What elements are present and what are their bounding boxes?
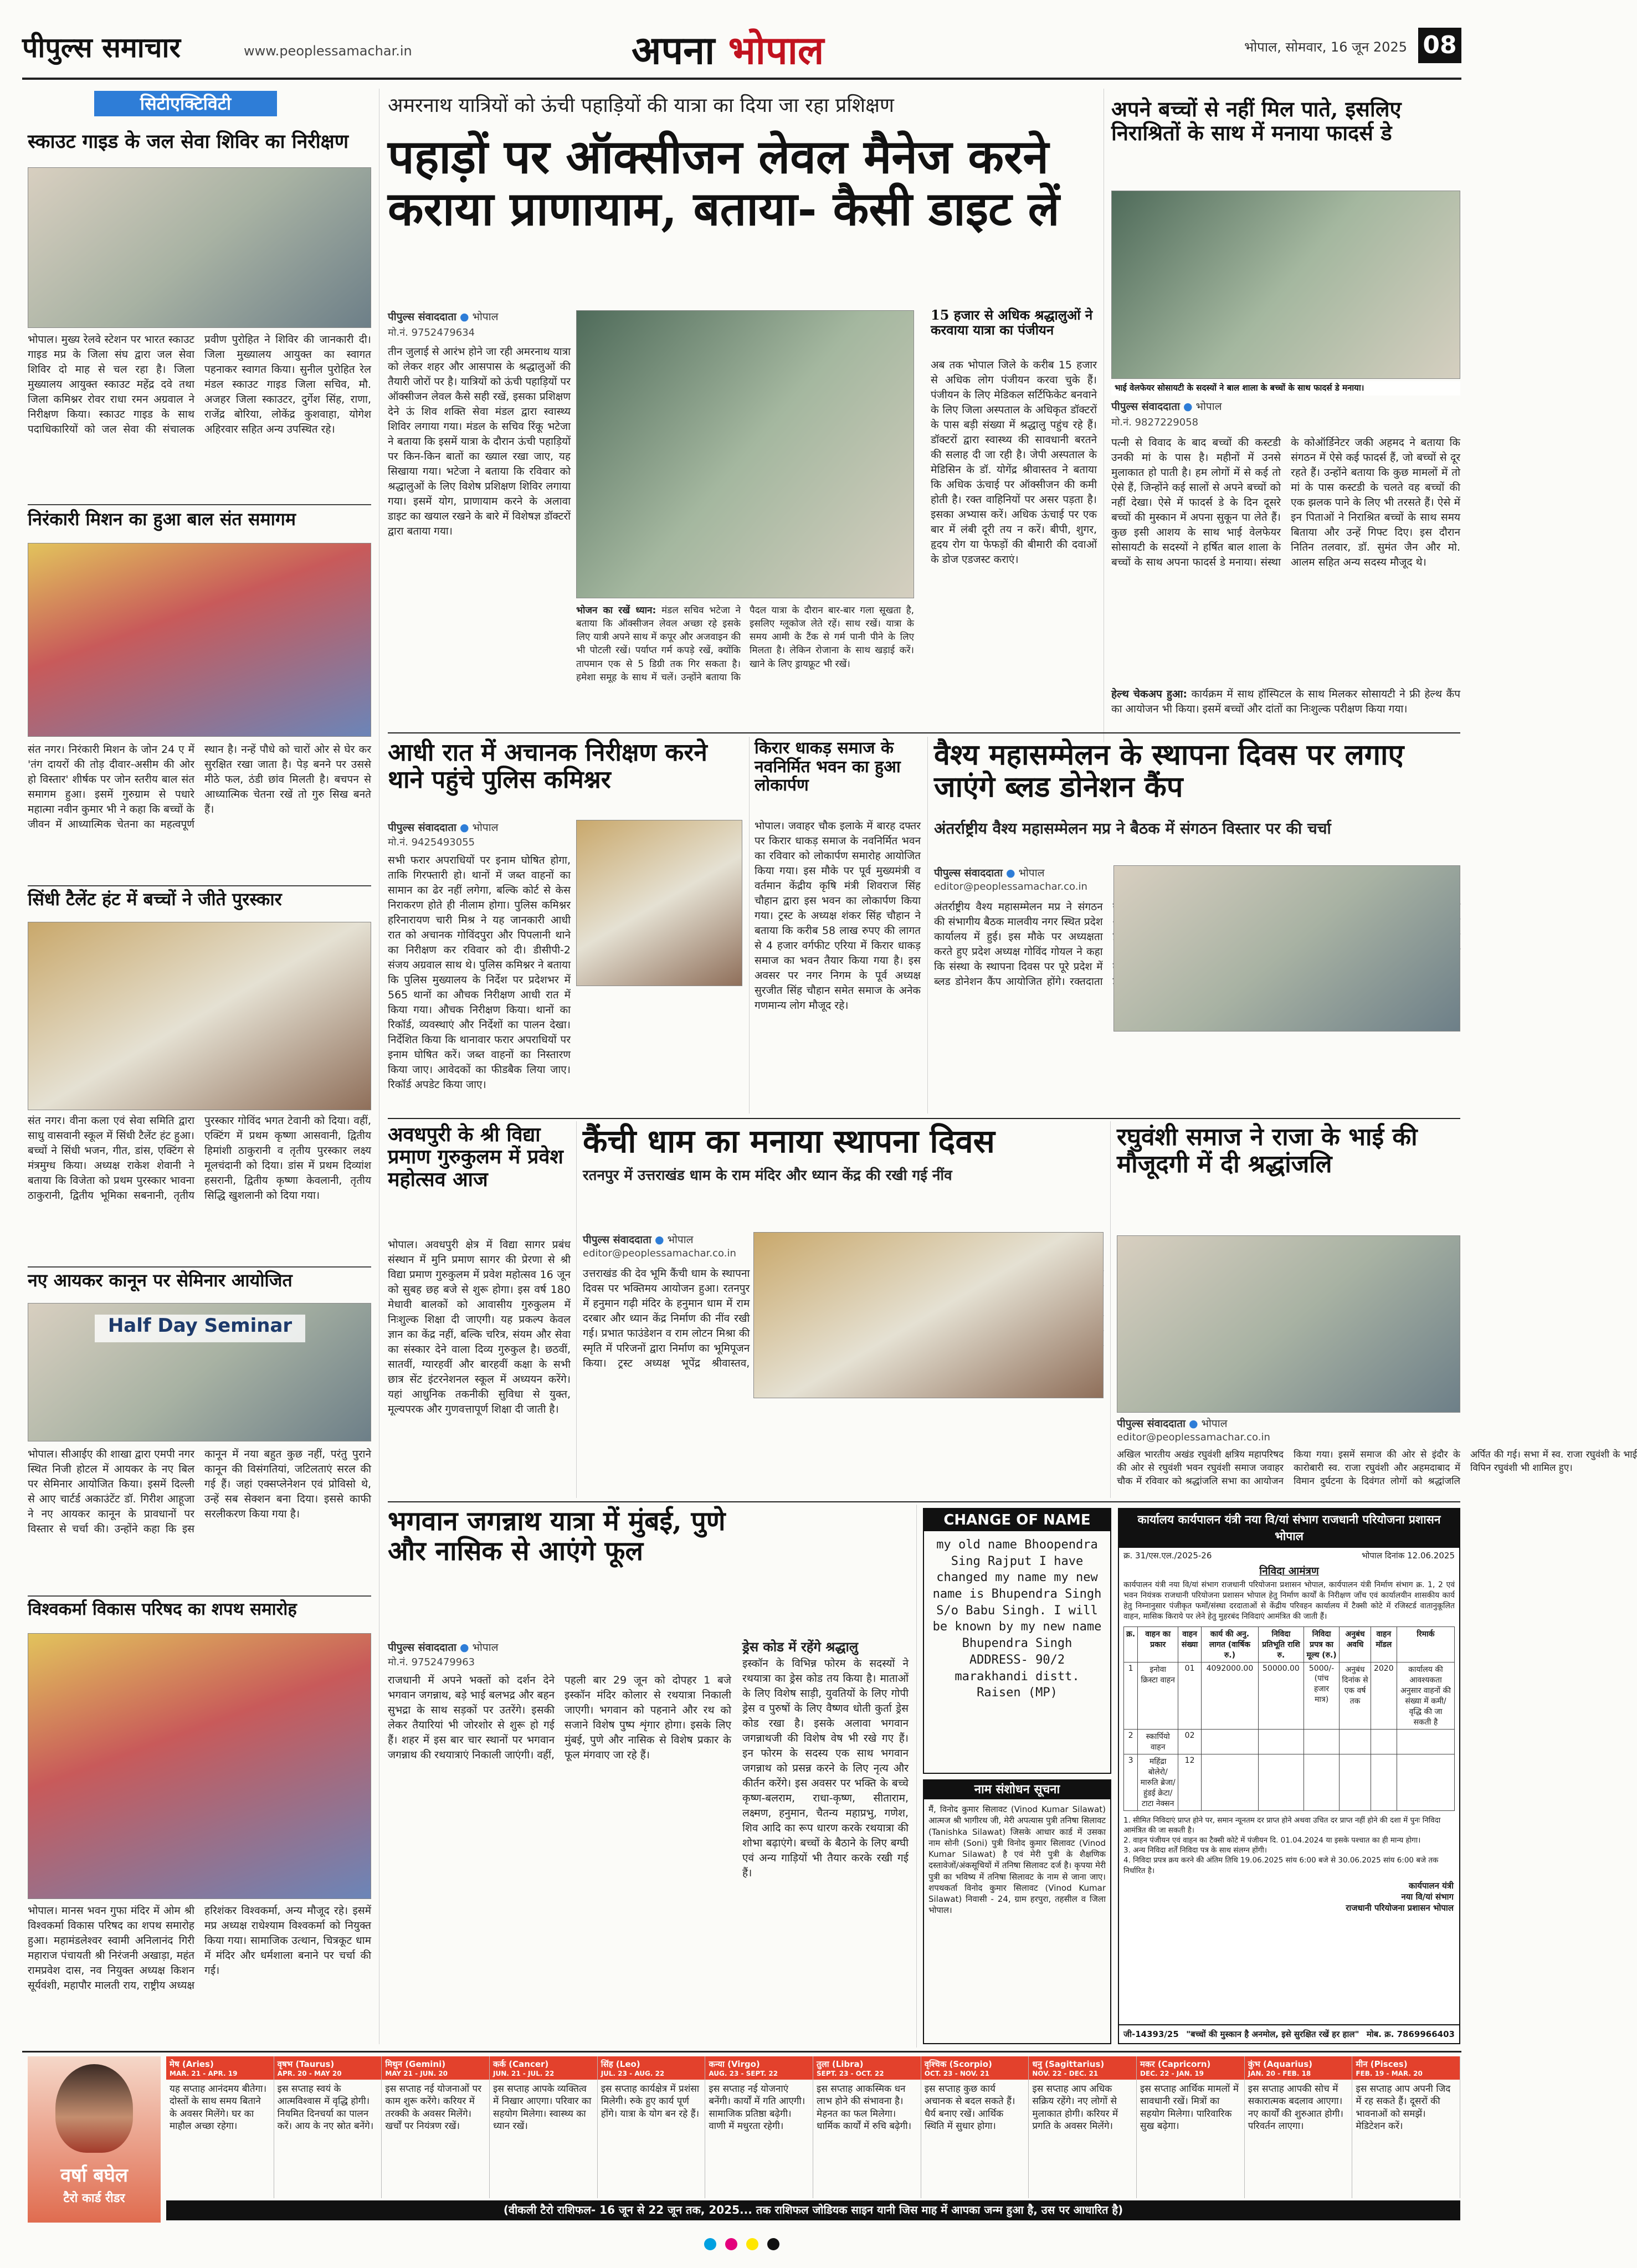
horoscope-reader xyxy=(28,2056,161,2223)
change-of-name-heading: CHANGE OF NAME xyxy=(924,1509,1110,1531)
tender-cell: स्कार्पियो वाहन xyxy=(1138,1729,1178,1754)
byline-name: पीपुल्स संवाददाता xyxy=(388,1641,456,1654)
sign-header xyxy=(166,2056,274,2080)
seminar-headline: नए आयकर कानून पर सेमिनार आयोजित xyxy=(28,1270,292,1291)
issue-date: भोपाल, सोमवार, 16 जून 2025 xyxy=(1244,39,1407,55)
sign-dates: JUL. 23 - AUG. 22 xyxy=(601,2070,665,2077)
tender-cell: अनुबंध दिनांक से एक वर्ष तक xyxy=(1340,1662,1371,1729)
sub-title: ड्रेस कोड में रहेंगे श्रद्धालु xyxy=(742,1639,859,1655)
sign-dates: FEB. 19 - MAR. 20 xyxy=(1356,2070,1423,2077)
scout-headline: स्काउट गाइड के जल सेवा शिविर का निरीक्षण xyxy=(28,130,349,153)
tender-col-header: कार्य की अनु. लागत (वार्षिक रु.) xyxy=(1201,1626,1258,1662)
school-body: भोपाल। अवधपुरी क्षेत्र में विद्या सागर प्रबंध संस्थान में मुनि प्रमाण सागर की प्रेरणा से श्री विद्या प्रमाण गुरुकुलम में प्रवेश महोत्सव 16 जून को सुबह छह बजे से शुरू होगा। इस वर्ष 180 मेधावी बालकों को आवासीय गुरुकुलम में निःशुल्क शिक्षा दी जाएगी। यह प्रकल्प केवल ज्ञान का केंद्र नहीं, बल्कि चरित्र, संयम और सेवा का संस्कार देने वाला दिव्य गुरुकुल है। छठवीं, सातवीं, ग्यारहवीं और बारहवीं कक्षा के सभी छात्र सेंट इंटरनेशनल स्कूल में अध्ययन करेंगे। यहां आधुनिक तकनीकी सुविधा से युक्त, मूल्यपरक और गुणवत्तापूर्ण शिक्षा दी जाती है। xyxy=(388,1239,571,1415)
sign-text: इस सप्ताह आकस्मिक धन लाभ होने की संभावना है। मेहनत का फल मिलेगा। धार्मिक कार्यों में रुचि बढ़ेगी। xyxy=(817,2084,912,2132)
divider xyxy=(28,885,371,886)
vishwakarma-body: भोपाल। मानस भवन गुफा मंदिर में ओम श्री विश्वकर्मा विकास परिषद का शपथ समारोह हुआ। महामंडलेश्वर स्वामी अनिलानंद गिरी महाराज पंचायती श्री निरंजनी अखाड़ा, महंत रामप्रवेश दास, नव नियुक्त अध्यक्ष किशन सूर्यवंशी, महापौर मालती राय, राष्ट्रीय अध्यक्ष हरिशंकर विश्वकर्मा, अन्य मौजूद रहे। इसमें मप्र अध्यक्ष राधेश्याम विश्वकर्मा को नियुक्त किया गया। सामाजिक उत्थान, चित्रकूट धाम में मंदिर और धर्मशाला बनाने पर चर्चा की गई। xyxy=(28,1905,371,1992)
raghuvanshi-body: अखिल भारतीय अखंड रघुवंशी क्षत्रिय महापरिषद की ओर से रघुवंशी भवन रघुवंशी समाज जवाहर चौक में रविवार को श्रद्धांजलि सभा का आयोजन किया गया। इसमें समाज की ओर से इंदौर के कारोबारी स्व. राजा रघुवंशी और अहमदाबाद में विमान दुर्घटना के दिवंगत लोगों को श्रद्धांजलि अर्पित की गई। सभा में स्व. राजा रघुवंशी के भाई विपिन रघुवंशी भी शामिल हुए। xyxy=(1117,1449,1637,1487)
fathersday-headline: अपने बच्चों से नहीं मिल पाते, इसलिए निराश्रितों के साथ में मनाया फादर्स डे xyxy=(1111,96,1402,145)
police-byline: पीपुल्स संवाददाता ● भोपाल xyxy=(388,822,499,834)
tender-note: 1. सीमित निविदाएं प्राप्त होने पर, समान न्यूनतम दर प्राप्त होने अथवा उचित दर प्राप्त नहीं होने की दशा में पुनः निविदा आमंत्रित की जा सकती है। xyxy=(1123,1815,1441,1835)
jagannath-subsection xyxy=(742,1638,909,2044)
vaishya-body: अंतर्राष्ट्रीय वैश्य महासम्मेलन मप्र ने संगठन की संभागीय बैठक मालवीय नगर स्थित प्रदेश कार्यालय में हुई। इस मौके पर अध्यक्षता करते हुए प्रदेश अध्यक्ष गोविंद गोयल ने कहा कि संस्था के स्थापना दिवस पर पूरे प्रदेश में ब्लड डोनेशन कैंप आयोजित होंगे। रक्तदाता xyxy=(934,901,1103,988)
sign-header xyxy=(921,2056,1029,2080)
sign-name: मेष (Aries) xyxy=(170,2059,214,2069)
sign-name: मिथुन (Gemini) xyxy=(385,2059,446,2069)
tender-row xyxy=(1124,1662,1455,1729)
tender-cell: 1 xyxy=(1124,1662,1138,1729)
seminar-banner-text: Half Day Seminar xyxy=(95,1315,305,1342)
tender-cell: कार्यालय की आवश्यकता अनुसार वाहनों की संख्या में कमी/वृद्धि की जा सकती है xyxy=(1397,1662,1454,1729)
kainchi-byline: पीपुल्स संवाददाता ● भोपाल xyxy=(583,1234,694,1246)
sign-dates: MAY 21 - JUN. 20 xyxy=(385,2070,448,2077)
section-title xyxy=(632,22,920,71)
tender-cell: 3 xyxy=(1124,1754,1138,1810)
tender-cell: महिंद्रा बोलेरो/मारुति ब्रेजा/हुंडई क्रेटा/टाटा नेक्सन xyxy=(1138,1754,1178,1810)
byline-name: पीपुल्स संवाददाता xyxy=(388,822,456,834)
vishwakarma-headline: विश्वकर्मा विकास परिषद का शपथ समारोह xyxy=(28,1599,297,1619)
sign-header xyxy=(490,2056,597,2080)
horoscope-sign xyxy=(1245,2056,1353,2198)
sign-name: कुंभ (Aquarius) xyxy=(1248,2059,1313,2069)
tender-cell xyxy=(1201,1754,1258,1810)
registration-marks xyxy=(22,2238,1461,2255)
jagannath-mobile: मो.नं. 9752479963 xyxy=(388,1656,475,1668)
sign-name: धनु (Sagittarius) xyxy=(1032,2059,1105,2069)
sign-text: इस सप्ताह आपके व्यक्तित्व में निखार आएगा। परिवार का सहयोग मिलेगा। स्वास्थ्य का ध्यान रखें। xyxy=(493,2084,592,2132)
sign-text: इस सप्ताह कार्यक्षेत्र में प्रशंसा मिलेगी। रुके हुए कार्य पूर्ण होंगे। यात्रा के योग बन रहे हैं। xyxy=(601,2084,700,2120)
jagannath-body: राजधानी में अपने भक्तों को दर्शन देने भगवान जगन्नाथ, बड़े भाई बलभद्र और बहन सुभद्रा के साथ सड़कों पर उतरेंगे। इसकी लेकर तैयारियां भी जोरशोर से शुरू हो गई हैं। शहर में इस बार चार स्थानों पर भगवान जगन्नाथ की रथयात्राएं निकाली जाएंगी। वहीं, पहली बार 29 जून को दोपहर 1 बजे इस्कॉन मंदिर कोलार से रथयात्रा निकाली जाएगी। भगवान को पहनाने और रथ को सजाने विशेष पुष्प शृंगार होगा। इसके लिए मुंबई, पुणे और नासिक से विशेष प्रकार के फूल मंगवाए जा रहे हैं। xyxy=(388,1674,731,1761)
tender-cell xyxy=(1340,1754,1371,1810)
scout-photo xyxy=(28,167,371,328)
byline-place: भोपाल xyxy=(472,822,499,834)
tender-ref: क्र. 31/एस.एल./2025-26 xyxy=(1123,1551,1212,1561)
jagannath-byline: पीपुल्स संवाददाता ● भोपाल xyxy=(388,1641,499,1654)
sign-header xyxy=(1137,2056,1244,2080)
sign-name: कर्क (Cancer) xyxy=(493,2059,549,2069)
lead-headline: पहाड़ों पर ऑक्सीजन लेवल मैनेज करने कराया प्राणायाम, बताया- कैसी डाइट लें xyxy=(388,129,1060,237)
raghuvanshi-photo xyxy=(1117,1235,1460,1413)
reader-name: वर्षा बघेल xyxy=(60,2164,128,2187)
lead-photo-caption xyxy=(576,604,914,727)
column-divider xyxy=(576,1121,577,1498)
signer-line3: राजधानी परियोजना प्रशासन भोपाल xyxy=(1346,1903,1454,1913)
nirankari-headline: निरंकारी मिशन का हुआ बाल संत समागम xyxy=(28,509,296,530)
vaishya-headline: वैश्य महासम्मेलन के स्थापना दिवस पर लगाए जाएंगे ब्लड डोनेशन कैंप xyxy=(934,738,1404,804)
section-rule xyxy=(388,1118,1460,1119)
sign-text: इस सप्ताह आर्थिक मामलों में सावधानी रखें। मित्रों का सहयोग मिलेगा। पारिवारिक सुख बढ़ेगा। xyxy=(1140,2084,1239,2132)
byline-name: पीपुल्स संवाददाता xyxy=(388,311,456,323)
vishwakarma-photo xyxy=(28,1633,371,1899)
sign-header xyxy=(382,2056,489,2080)
reader-avatar xyxy=(55,2064,133,2153)
name-correction-text: मैं, विनोद कुमार सिलावट (Vinod Kumar Silawat) आत्मज श्री भागीरथ जी, मेरी अपत्यास पुत्री तनिषा सिलावट (Tanishka Silawat) जिसके आधार कार्ड में उसका नाम सोनी (Soni) पुत्री विनोद कुमार सिलावट (Vinod Kumar Silawat) है एवं मेरी पुत्री के शैक्षणिक दस्तावेजों/अंकसूचियों में तनिषा सिलावट दर्ज है। कृपया मेरी पुत्री का भविष्य में तनिषा सिलावट के नाम से जाना जाए। शपथकर्ता विनोद कुमार सिलावट (Vinod Kumar Silawat) निवासी - 24, ग्राम हरपुरा, तहसील व जिला भोपाल। xyxy=(928,1804,1106,1916)
divider xyxy=(28,504,371,505)
sign-header xyxy=(1245,2056,1352,2080)
sign-dates: MAR. 21 - APR. 19 xyxy=(170,2070,238,2077)
seminar-photo xyxy=(28,1303,371,1441)
horoscope-sign xyxy=(705,2056,813,2198)
byline-place: भोपाल xyxy=(1201,1418,1228,1430)
tender-cell: 01 xyxy=(1178,1662,1202,1729)
tender-cell: 50000.00 xyxy=(1258,1662,1304,1729)
byline-place: भोपाल xyxy=(1195,401,1222,413)
nirankari-body: संत नगर। निरंकारी मिशन के जोन 24 ए में 'तंग दायरों की तोड़ दीवार-असीम की ओर हो विस्तार' शीर्षक पर जोन स्तरीय बाल संत समागम हुआ। इसमें गुरुग्राम से पधारे महात्मा नवीन कुमार भी ने कहा कि बच्चों के जीवन में आध्यात्मिक चेतना का महत्वपूर्ण स्थान है। नन्हें पौधे को चारों ओर से घेर कर सुरक्षित रखा जाता है। पेड़ बनने पर उससे मीठे फल, ठंडी छांव मिलती है। बचपन से आध्यात्मिक चेतना रखें तो गुरु सिख बनते हैं। xyxy=(28,743,371,830)
lead-kicker: अमरनाथ यात्रियों को ऊंची पहाड़ियों की यात्रा का दिया जा रहा प्रशिक्षण xyxy=(388,94,894,117)
tender-cell xyxy=(1397,1754,1454,1810)
byline-place: भोपाल xyxy=(1018,867,1045,879)
byline-place: भोपाल xyxy=(472,311,499,323)
byline-place: भोपाल xyxy=(472,1641,499,1654)
horoscope-sign xyxy=(598,2056,706,2198)
tender-table xyxy=(1123,1626,1455,1811)
change-of-name-ad xyxy=(923,1508,1111,1774)
name-correction-ad xyxy=(923,1779,1111,2044)
tender-date: भोपाल दिनांक 12.06.2025 xyxy=(1361,1551,1455,1561)
tender-intro: कार्यपालन यंत्री नया वि/यां संभाग राजधानी परियोजना प्रशासन भोपाल, कार्यपालन यंत्री निर्माण संभाग क्र. 1, 2 एवं भवन नियंत्रक राजधानी परियोजना प्रशासन भोपाल हेतु निर्माण कार्यों के निरीक्षण जाँच एवं कार्यालयीन शासकीय कार्य हेतु निम्नानुसार पंजीकृत फर्मों/संस्था दरदाताओं से केंद्रीय परिवहन कार्यालय में टैक्सी कोटे में रजिस्टर्ड वातानुकूलित वाहन, मासिक किराये पर लेने हेतु मुहरबंद निविदाएं आमंत्रित की जाती हैं। xyxy=(1123,1581,1455,1621)
sign-dates: SEPT. 23 - OCT. 22 xyxy=(817,2070,884,2077)
tender-cell xyxy=(1371,1754,1397,1810)
sub-text: कार्यक्रम में साथ हॉस्पिटल के साथ मिलकर सोसायटी ने फ्री हेल्थ कैंप का आयोजन भी किया। इसमें बच्चों और दांतों का निःशुल्क परीक्षण किया गया। xyxy=(1111,688,1460,715)
horoscope-sign xyxy=(490,2056,598,2198)
lead-side-body: अब तक भोपाल जिले के करीब 15 हजार से अधिक लोग पंजीयन करवा चुके हैं। पंजीयन के लिए मेडिकल सर्टिफिकेट बनवाने के लिए जिला अस्पताल के अधिकृत डॉक्टरों के पास बड़ी संख्या में श्रद्धालु पहुंच रहे हैं। डॉक्टरों द्वारा स्वास्थ्य की सावधानी बरतने की सलाह दी जा रही है। जेपी अस्पताल के मेडिसिन के डॉ. योगेंद्र श्रीवास्तव ने बताया कि अधिक ऊंचाई पर ऑक्सीजन की कमी होती है। रक्त वाहिनियों पर असर पड़ता है। इसका अभ्यास करें। अधिक ऊंचाई पर एक बार में लंबी दूरी तय न करें। बीपी, शुगर, हृदय रोग या फेफड़ों की बीमारी की दवाओं के डोज एडजस्ट कराएं। xyxy=(931,359,1097,566)
sign-text: यह सप्ताह आनंदमय बीतेगा। दोस्तों के साथ समय बिताने के अवसर मिलेंगे। घर का माहौल अच्छा रहेगा। xyxy=(170,2084,267,2132)
byline-name: पीपुल्स संवाददाता xyxy=(934,867,1003,879)
vaishya-email: editor@peoplessamachar.co.in xyxy=(934,881,1087,892)
column-divider xyxy=(916,1505,917,2048)
page-number: 08 xyxy=(1418,28,1461,63)
sign-dates: APR. 20 - MAY 20 xyxy=(277,2070,342,2077)
fathersday-photo xyxy=(1111,191,1460,379)
sub-text: इस्कॉन के विभिन्न फोरम के सदस्यों ने रथयात्रा का ड्रेस कोड तय किया है। माताओं के लिए विशेष साड़ी, युवतियों के लिए गोपी ड्रेस व पुरुषों के लिए वैष्णव धोती कुर्ता ड्रेस कोड रखा है। इसके अलावा भगवान जगन्नाथजी की विशेष वेष भी रखे गए हैं। इन फोरम के सदस्य एक साथ भगवान जगन्नाथ को प्रसन्न करने के लिए नृत्य और कीर्तन करेंगे। इस अवसर पर भक्ति के बच्चे कृष्ण-बलराम, राधा-कृष्ण, सीताराम, लक्ष्मण, हनुमान, चैतन्य महाप्रभु, गणेश, शिव आदि का रूप धारण करके रथयात्रा की शोभा बढ़ाएंगे। बच्चों के बैठाने के लिए बग्घी एवं अन्य गाड़ियों भी तैयार करके रखी गई हैं। xyxy=(742,1658,909,1879)
sign-text: इस सप्ताह स्वयं के आत्मविश्वास में वृद्धि होगी। नियमित दिनचर्या का पालन करें। आय के नए स्रोत बनेंगे। xyxy=(277,2084,374,2132)
signer-line2: नया वि/यां संभाग xyxy=(1401,1892,1454,1902)
kainchi-photo xyxy=(753,1232,1104,1398)
fathersday-byline: पीपुल्स संवाददाता ● भोपाल xyxy=(1111,401,1222,413)
sign-text: इस सप्ताह आप अपनी जिद में रह सकते हैं। दूसरों की भावनाओं को समझें। मेडिटेशन करें। xyxy=(1356,2084,1451,2132)
tender-col-header: निविदा प्रपत्र का मूल्य (रु.) xyxy=(1304,1626,1339,1662)
name-correction-heading: नाम संशोधन सूचना xyxy=(924,1780,1110,1799)
tender-cell xyxy=(1258,1729,1304,1754)
tender-notice xyxy=(1118,1508,1460,2044)
kainchi-body: उत्तराखंड की देव भूमि कैंची धाम के स्थापना दिवस पर भक्तिमय आयोजन हुआ। रतनपुर में हनुमान गढ़ी मंदिर के हनुमान धाम में राम दरबार और ध्यान केंद्र निर्माण की नींव रखी गई। प्रभात फाउंडेशन व राम लोटन मिश्रा की स्मृति में परिजनों द्वारा निर्माण का भूमिपूजन किया। ट्रस्ट अध्यक्ष भूपेंद्र श्रीवास्तव, xyxy=(583,1268,750,1369)
vaishya-kicker: अंतर्राष्ट्रीय वैश्य महासम्मेलन मप्र ने बैठक में संगठन विस्तार पर की चर्चा xyxy=(934,819,1331,838)
vaishya-photo xyxy=(1113,865,1460,1032)
tender-slogan: "बच्चों की मुस्कान है अनमोल, इसे सुरक्षित रखें हर हाल" xyxy=(1186,2029,1359,2039)
sindhi-body: संत नगर। वीना कला एवं सेवा समिति द्वारा साधु वासवानी स्कूल में सिंधी टैलेंट हंट हुआ। बच्चों ने सिंधी भजन, गीत, डांस, एक्टिंग से मंत्रमुग्ध किया। अध्यक्ष राकेश शेवानी ने बताया कि विजेता को प्रथम पुरस्कार भावना ठाकुरानी, द्वितीय भूमिका सबनानी, तृतीय पुरस्कार गोविंद भगत टेवानी को दिया। वहीं, एक्टिंग में प्रथम कृष्णा आसवानी, द्वितीय हिमांशी ठाकुरानी व तृतीय पुरस्कार लक्ष्य मूलचंदानी को दिया। डांस में प्रथम दिव्यांश हसरानी, द्वितीय कृष्णा केवलानी, तृतीय सिद्धि खुशलानी को दिया गया। xyxy=(28,1115,371,1202)
tender-cell xyxy=(1340,1729,1371,1754)
tender-note: 3. अन्य निविदा शर्तें निविदा पत्र के साथ संलग्न होंगी। xyxy=(1123,1846,1267,1855)
byline-name: पीपुल्स संवाददाता xyxy=(1111,401,1180,413)
section-rule xyxy=(388,1501,1460,1502)
tender-cell: इनोवा क्रिस्टा वाहन xyxy=(1138,1662,1178,1729)
kirar-body: भोपाल। जवाहर चौक इलाके में बारह दफ्तर पर किरार धाकड़ समाज के नवनिर्मित भवन का रविवार को लोकार्पण समारोह आयोजित किया गया। इस मौके पर पूर्व मुख्यमंत्री व वर्तमान केंद्रीय कृषि मंत्री शिवराज सिंह चौहान द्वारा इस भवन का लोकार्पण किया गया। ट्रस्ट के अध्यक्ष शंकर सिंह चौहान ने बताया कि करीब 58 लाख रुपए की लागत से 4 हजार वर्गफीट एरिया में किरार धाकड़ समाज का भवन तैयार किया गया है। इस अवसर पर नगर निगम के पूर्व अध्यक्ष सुरजीत सिंह चौहान समेत समाज के अनेक गणमान्य लोग मौजूद रहे। xyxy=(755,820,921,1012)
sign-header xyxy=(1029,2056,1136,2080)
tender-cell xyxy=(1397,1729,1454,1754)
tender-cell: 02 xyxy=(1178,1729,1202,1754)
caption-text: मंडल सचिव भटेजा ने बताया कि ऑक्सीजन लेवल अच्छा रहे इसके लिए यात्री अपने साथ में कपूर और अजवाइन की भी पोटली रखें। पर्याप्त गर्म कपड़े रखें, क्योंकि तापमान एक से 5 डिग्री तक गिर सकता है। हमेशा समूह के साथ में चलें। उन्होंने बताया कि पैदल यात्रा के दौरान बार-बार गला सूखता है, इसलिए ग्लूकोज लेते रहें। साथ रखें। यात्रा के समय आमी के टैंक से गर्म पानी पीने के लिए मिलता है। लेकिन रोजाना के साथ खड़ाई करें। खाने के लिए ड्रायफ्रूट भी रखें। xyxy=(576,605,914,683)
nirankari-photo xyxy=(28,543,371,737)
tender-col-header: अनुबंध अवधि xyxy=(1340,1626,1371,1662)
lead-mobile: मो.नं. 9752479634 xyxy=(388,327,475,338)
horoscope-sign xyxy=(1029,2056,1137,2198)
masthead-rule xyxy=(22,78,1461,80)
raghuvanshi-byline: पीपुल्स संवाददाता ● भोपाल xyxy=(1117,1418,1228,1430)
sign-header xyxy=(274,2056,382,2080)
tender-cell: 2 xyxy=(1124,1729,1138,1754)
byline-name: पीपुल्स संवाददाता xyxy=(1117,1418,1186,1430)
lead-side-headline: 15 हजार से अधिक श्रद्धालुओं ने करवाया यात्रा का पंजीयन xyxy=(931,307,1093,338)
column-divider xyxy=(1110,1121,1111,1498)
horoscope-sign xyxy=(166,2056,274,2198)
sign-header xyxy=(705,2056,813,2080)
website-url: www.peoplessamachar.in xyxy=(244,43,412,59)
tender-heading: कार्यालय कार्यपालन यंत्री नया वि/यां संभाग राजधानी परियोजना प्रशासन भोपाल xyxy=(1119,1509,1459,1548)
sign-name: तुला (Libra) xyxy=(817,2059,864,2069)
horoscope-sign xyxy=(1137,2056,1245,2198)
section-prefix: अपना xyxy=(632,27,728,73)
tender-col-header: वाहन संख्या xyxy=(1178,1626,1202,1662)
vaishya-byline: पीपुल्स संवाददाता ● भोपाल xyxy=(934,867,1045,879)
tender-cell: 5000/- (पांच हजार मात्र) xyxy=(1304,1662,1339,1729)
lead-byline: पीपुल्स संवाददाता ● भोपाल xyxy=(388,311,499,323)
sign-name: वृश्चिक (Scorpio) xyxy=(924,2059,992,2069)
tender-code: जी-14393/25 xyxy=(1123,2029,1179,2039)
sign-dates: JUN. 21 - JUL. 22 xyxy=(493,2070,555,2077)
tender-col-header: रिमार्क xyxy=(1397,1626,1454,1662)
divider xyxy=(28,1595,371,1597)
tender-notes xyxy=(1119,1813,1459,1878)
tender-note: 2. वाहन पंजीयन एवं वाहन का टैक्सी कोटे में पंजीयन दि. 01.04.2024 या इसके पश्चात का ही मान्य होगा। xyxy=(1123,1836,1421,1845)
tender-row xyxy=(1124,1729,1455,1754)
horoscope-footer: (वीकली टैरो राशिफल- 16 जून से 22 जून तक, 2025... तक राशिफल जोडियक साइन यानी जिस माह में आपका जन्म हुआ है, उस पर आधारित है) xyxy=(166,2200,1460,2220)
horoscope-sign xyxy=(921,2056,1029,2198)
scout-body: भोपाल। मुख्य रेलवे स्टेशन पर भारत स्काउट गाइड मप्र के जिला संघ द्वारा जल सेवा शिविर दो माह से चल रहा है। जिला मुख्यालय आयुक्त स्काउट महेंद्र दवे तथा जिला कमिश्नर रोवर राधा रमन अग्रवाल ने निरीक्षण किया। स्काउट गाइड के साथ पदाधिकारियों को जल सेवा की संचालक प्रवीण पुरोहित ने शिविर की जानकारी दी। जिला मुख्यालय आयुक्त का स्वागत पहनाकर स्वागत किया। सुनील पुरोहित रेल मंडल स्काउट गाइड जिला सचिव, मौ. अजहर जिला स्काउटर, दुर्गेश सिंह, राणा, राजेंद्र बोरिया, लोकेंद्र कुशवाहा, योगेश अहिरवार सहित अन्य उपस्थित रहे। xyxy=(28,333,371,435)
fathersday-subsection xyxy=(1111,687,1460,731)
section-rule xyxy=(388,732,1460,733)
tender-cell: 2020 xyxy=(1371,1662,1397,1729)
sign-name: वृषभ (Taurus) xyxy=(277,2059,335,2069)
tender-cell xyxy=(1304,1729,1339,1754)
sindhi-photo xyxy=(28,922,371,1110)
horoscope-sign xyxy=(382,2056,490,2198)
column-divider xyxy=(927,737,928,1114)
byline-name: पीपुल्स संवाददाता xyxy=(583,1234,651,1246)
raghuvanshi-email: editor@peoplessamachar.co.in xyxy=(1117,1431,1270,1443)
school-headline: अवधपुरी के श्री विद्या प्रमाण गुरुकुलम में प्रवेश महोत्सव आज xyxy=(388,1123,563,1191)
reader-title: टैरो कार्ड रीडर xyxy=(63,2192,125,2205)
sign-dates: JAN. 20 - FEB. 18 xyxy=(1248,2070,1311,2077)
horoscope-grid xyxy=(166,2056,1460,2198)
jagannath-headline: भगवान जगन्नाथ यात्रा में मुंबई, पुणे और नासिक से आएंगे फूल xyxy=(388,1506,726,1567)
byline-place: भोपाल xyxy=(667,1234,694,1246)
tender-cell xyxy=(1258,1754,1304,1810)
lead-photo-yoga xyxy=(576,310,914,598)
kirar-headline: किरार धाकड़ समाज के नवनिर्मित भवन का हुआ लोकार्पण xyxy=(755,738,901,796)
tender-cell xyxy=(1304,1754,1339,1810)
sindhi-headline: सिंधी टैलेंट हंट में बच्चों ने जीते पुरस्कार xyxy=(28,889,282,910)
sign-text: इस सप्ताह कुछ कार्य अचानक से बदल सकते हैं। धैर्य बनाए रखें। आर्थिक स्थिति में सुधार होगा। xyxy=(924,2084,1015,2132)
divider xyxy=(28,1266,371,1268)
tender-col-header: वाहन मॉडल xyxy=(1371,1626,1397,1662)
tender-col-header: निविदा प्रतिभूति राशि रु. xyxy=(1258,1626,1304,1662)
tender-mobile: मोब. क्र. 7869966403 xyxy=(1366,2029,1455,2039)
tender-col-header: वाहन का प्रकार xyxy=(1138,1626,1178,1662)
tender-note: 4. निविदा प्रपत्र क्रय करने की अंतिम तिथि 19.06.2025 सांय 6:00 बजे से 30.06.2025 सांय 6:00 बजे तक निर्धारित है। xyxy=(1123,1856,1439,1875)
sign-header xyxy=(813,2056,921,2080)
tender-cell: 12 xyxy=(1178,1754,1202,1810)
sign-dates: DEC. 22 - JAN. 19 xyxy=(1140,2070,1204,2077)
sign-dates: OCT. 23 - NOV. 21 xyxy=(924,2070,989,2077)
masthead xyxy=(22,22,1461,72)
section-rule xyxy=(22,2051,1461,2053)
signer-title: कार्यपालन यंत्री xyxy=(1408,1880,1454,1891)
sign-dates: AUG. 23 - SEPT. 22 xyxy=(709,2070,778,2077)
brand-name: पीपुल्स समाचार xyxy=(22,31,181,64)
sign-name: कन्या (Virgo) xyxy=(709,2059,760,2069)
fathersday-caption: भाई वेलफेयर सोसायटी के सदस्यों ने बाल शाला के बच्चों के साथ फादर्स डे मनाया। xyxy=(1111,381,1460,396)
horoscope-sign xyxy=(274,2056,382,2198)
column-divider xyxy=(749,737,750,1114)
kainchi-kicker: रतनपुर में उत्तराखंड धाम के राम मंदिर और ध्यान केंद्र की रखी गई नींव xyxy=(583,1167,952,1184)
police-headline: आधी रात में अचानक निरीक्षण करने थाने पहुंचे पुलिस कमिश्नर xyxy=(388,738,707,794)
fathersday-body: पत्नी से विवाद के बाद बच्चों की कस्टडी उनकी मां के पास है। महीनों में उनसे मुलाकात हो पाती है। हम लोगों में से कई तो ऐसे हैं, जिन्होंने कई सालों से अपने बच्चों को नहीं देखा। ऐसे में फादर्स डे के दिन दूसरे बच्चों की मुस्कान में अपना सुकून पा लेते हैं। कुछ इसी आशय के साथ भाई वेलफेयर सोसायटी के सदस्यों ने हर्षित बाल शाला के बच्चों के साथ अपना फादर्स डे मनाया। संस्था के कोऑर्डिनेटर जकी अहमद ने बताया कि संगठन में ऐसे कई फादर्स हैं, जो बच्चों से दूर रहते हैं। उन्होंने बताया कि कुछ मामलों में तो मां के पास कस्टडी के चलते वह बच्चों की एक झलक पाने के लिए भी तरसते हैं। ऐसे में इन पिताओं ने निराश्रित बच्चों के साथ समय बिताया और उन्हें गिफ्ट दिए। इस दौरान नितिन तलवार, डॉ. सुमंत जैन और मो. आलम सहित अन्य सदस्य मौजूद थे। xyxy=(1111,437,1460,568)
section-tag: सिटीएक्टिविटी xyxy=(94,91,277,116)
sign-text: इस सप्ताह आप अधिक सक्रिय रहेंगे। नए लोगों से मुलाकात होगी। करियर में प्रगति के अवसर मिलेंगे। xyxy=(1032,2084,1118,2132)
kainchi-email: editor@peoplessamachar.co.in xyxy=(583,1248,736,1259)
section-city: भोपाल xyxy=(728,27,824,73)
tender-cell xyxy=(1201,1729,1258,1754)
seminar-body: भोपाल। सीआईए की शाखा द्वारा एमपी नगर स्थित निजी होटल में आयकर के नए बिल पर सेमिनार आयोजित किया। इसमें दिल्ली से आए चार्टर्ड अकाउंटेंट डॉ. गिरीश आहूजा ने नए आयकर कानून के प्रावधानों पर विस्तार से चर्चा की। उन्होंने कहा कि इस कानून में नया बहुत कुछ नहीं, परंतु पुराने कानून की विसंगतियां, जटिलताएं सरल की गई हैं। जहां एक्सप्लेनेशन एवं प्रोविसो थे, उन्हें सब सेक्शन बना दिया। इससे काफी सरलीकरण किया गया है। xyxy=(28,1448,371,1535)
raghuvanshi-headline: रघुवंशी समाज ने राजा के भाई की मौजूदगी में दी श्रद्धांजलि xyxy=(1117,1123,1418,1179)
sign-name: मीन (Pisces) xyxy=(1356,2059,1408,2069)
caption-title: भोजन का रखें ध्यान: xyxy=(576,605,656,616)
sign-dates: NOV. 22 - DEC. 21 xyxy=(1032,2070,1099,2077)
change-of-name-text: my old name Bhoopendra Sing Rajput I have changed my name my new name is Bhupendra Singh S/o Babu Singh. I will be known by my new name Bhupendra Singh ADDRESS- 90/2 marakhandi distt. Raisen (MP) xyxy=(932,1538,1102,1700)
sign-name: मकर (Capricorn) xyxy=(1140,2059,1211,2069)
tender-row xyxy=(1124,1754,1455,1810)
fathersday-mobile: मो.नं. 9827229058 xyxy=(1111,417,1199,428)
horoscope-sign xyxy=(813,2056,921,2198)
police-photo xyxy=(576,820,742,986)
tender-title: निविदा आमंत्रण xyxy=(1259,1565,1319,1577)
tender-cell xyxy=(1371,1729,1397,1754)
police-mobile: मो.नं. 9425493055 xyxy=(388,837,475,848)
sign-text: इस सप्ताह नई योजनाएं बनेंगी। कार्यों में गति आएगी। सामाजिक प्रतिष्ठा बढ़ेगी। वाणी में मधुरता रहेगी। xyxy=(709,2084,805,2132)
sub-title: हेल्थ चेकअप हुआ: xyxy=(1111,688,1188,700)
sign-header xyxy=(598,2056,705,2080)
sign-text: इस सप्ताह आपकी सोच में सकारात्मक बदलाव आएगा। नए कार्यों की शुरुआत होगी। परिवर्तन लाएगा। xyxy=(1248,2084,1343,2132)
horoscope-sign xyxy=(1352,2056,1460,2198)
sign-text: इस सप्ताह नई योजनाओं पर काम शुरू करेंगे। करियर में तरक्की के अवसर मिलेंगे। खर्चों पर नियंत्रण रखें। xyxy=(385,2084,482,2132)
kainchi-headline: कैंची धाम का मनाया स्थापना दिवस xyxy=(583,1122,995,1160)
tender-cell: 4092000.00 xyxy=(1201,1662,1258,1729)
police-body: सभी फरार अपराधियों पर इनाम घोषित होगा, ताकि गिरफ्तारी हो। थानों में जब्त वाहनों का सामान का ढेर नहीं लगेगा, बल्कि कोर्ट से केस निराकरण होते ही नीलाम होगा। पुलिस कमिश्नर हरिनारायण चारी मिश्र ने यह जानकारी आधी रात को अचानक गोविंदपुरा और पिपलानी थाने का निरीक्षण कर रविवार को दी। डीसीपी-2 संजय अग्रवाल साथ थे। पुलिस कमिश्नर ने बताया कि पुलिस मुख्यालय के निर्देश पर प्रदेशभर में 565 थानों का औचक निरीक्षण आधी रात में किया गया। औचक निरीक्षण किया। थानों का रिकॉर्ड, व्यवस्थाएं और निर्देशों का पालन देखा। निर्देशित किया कि थानावार फरार अपराधियों पर इनाम घोषित करें। जब्त वाहनों का निस्तारण किया जाए। आवेदकों का फीडबैक लिया जाए। रिकॉर्ड अपडेट किया जाए। xyxy=(388,854,571,1091)
lead-body: तीन जुलाई से आरंभ होने जा रही अमरनाथ यात्रा को लेकर शहर और आसपास के श्रद्धालुओं की तैयारी जोरों पर है। यात्रियों को ऊंची पहाड़ियों पर ऑक्सीजन लेवल कैसे सही रखें, इसका प्रशिक्षण देने ऊं शिव शक्ति सेवा मंडल द्वारा स्वास्थ्य शिविर लगाया गया। मंडल के सचिव रिंकू भटेजा ने बताया कि इसमें यात्रा के दौरान ऊंची पहाड़ियों पर किन-किन बातों का ख्याल रखा जाए, यह सिखाया गया। भटेजा ने बताया कि रविवार को श्रद्धालुओं के लिए विशेष प्रशिक्षण शिविर लगाया गया। इसमें योग, प्राणायाम करने के अलावा डाइट का खयाल रखने के बारे में विशेषज्ञ डॉक्टरों द्वारा बताया गया। xyxy=(388,346,571,537)
sign-name: सिंह (Leo) xyxy=(601,2059,640,2069)
tender-col-header: क्र. xyxy=(1124,1626,1138,1662)
sign-header xyxy=(1352,2056,1460,2080)
